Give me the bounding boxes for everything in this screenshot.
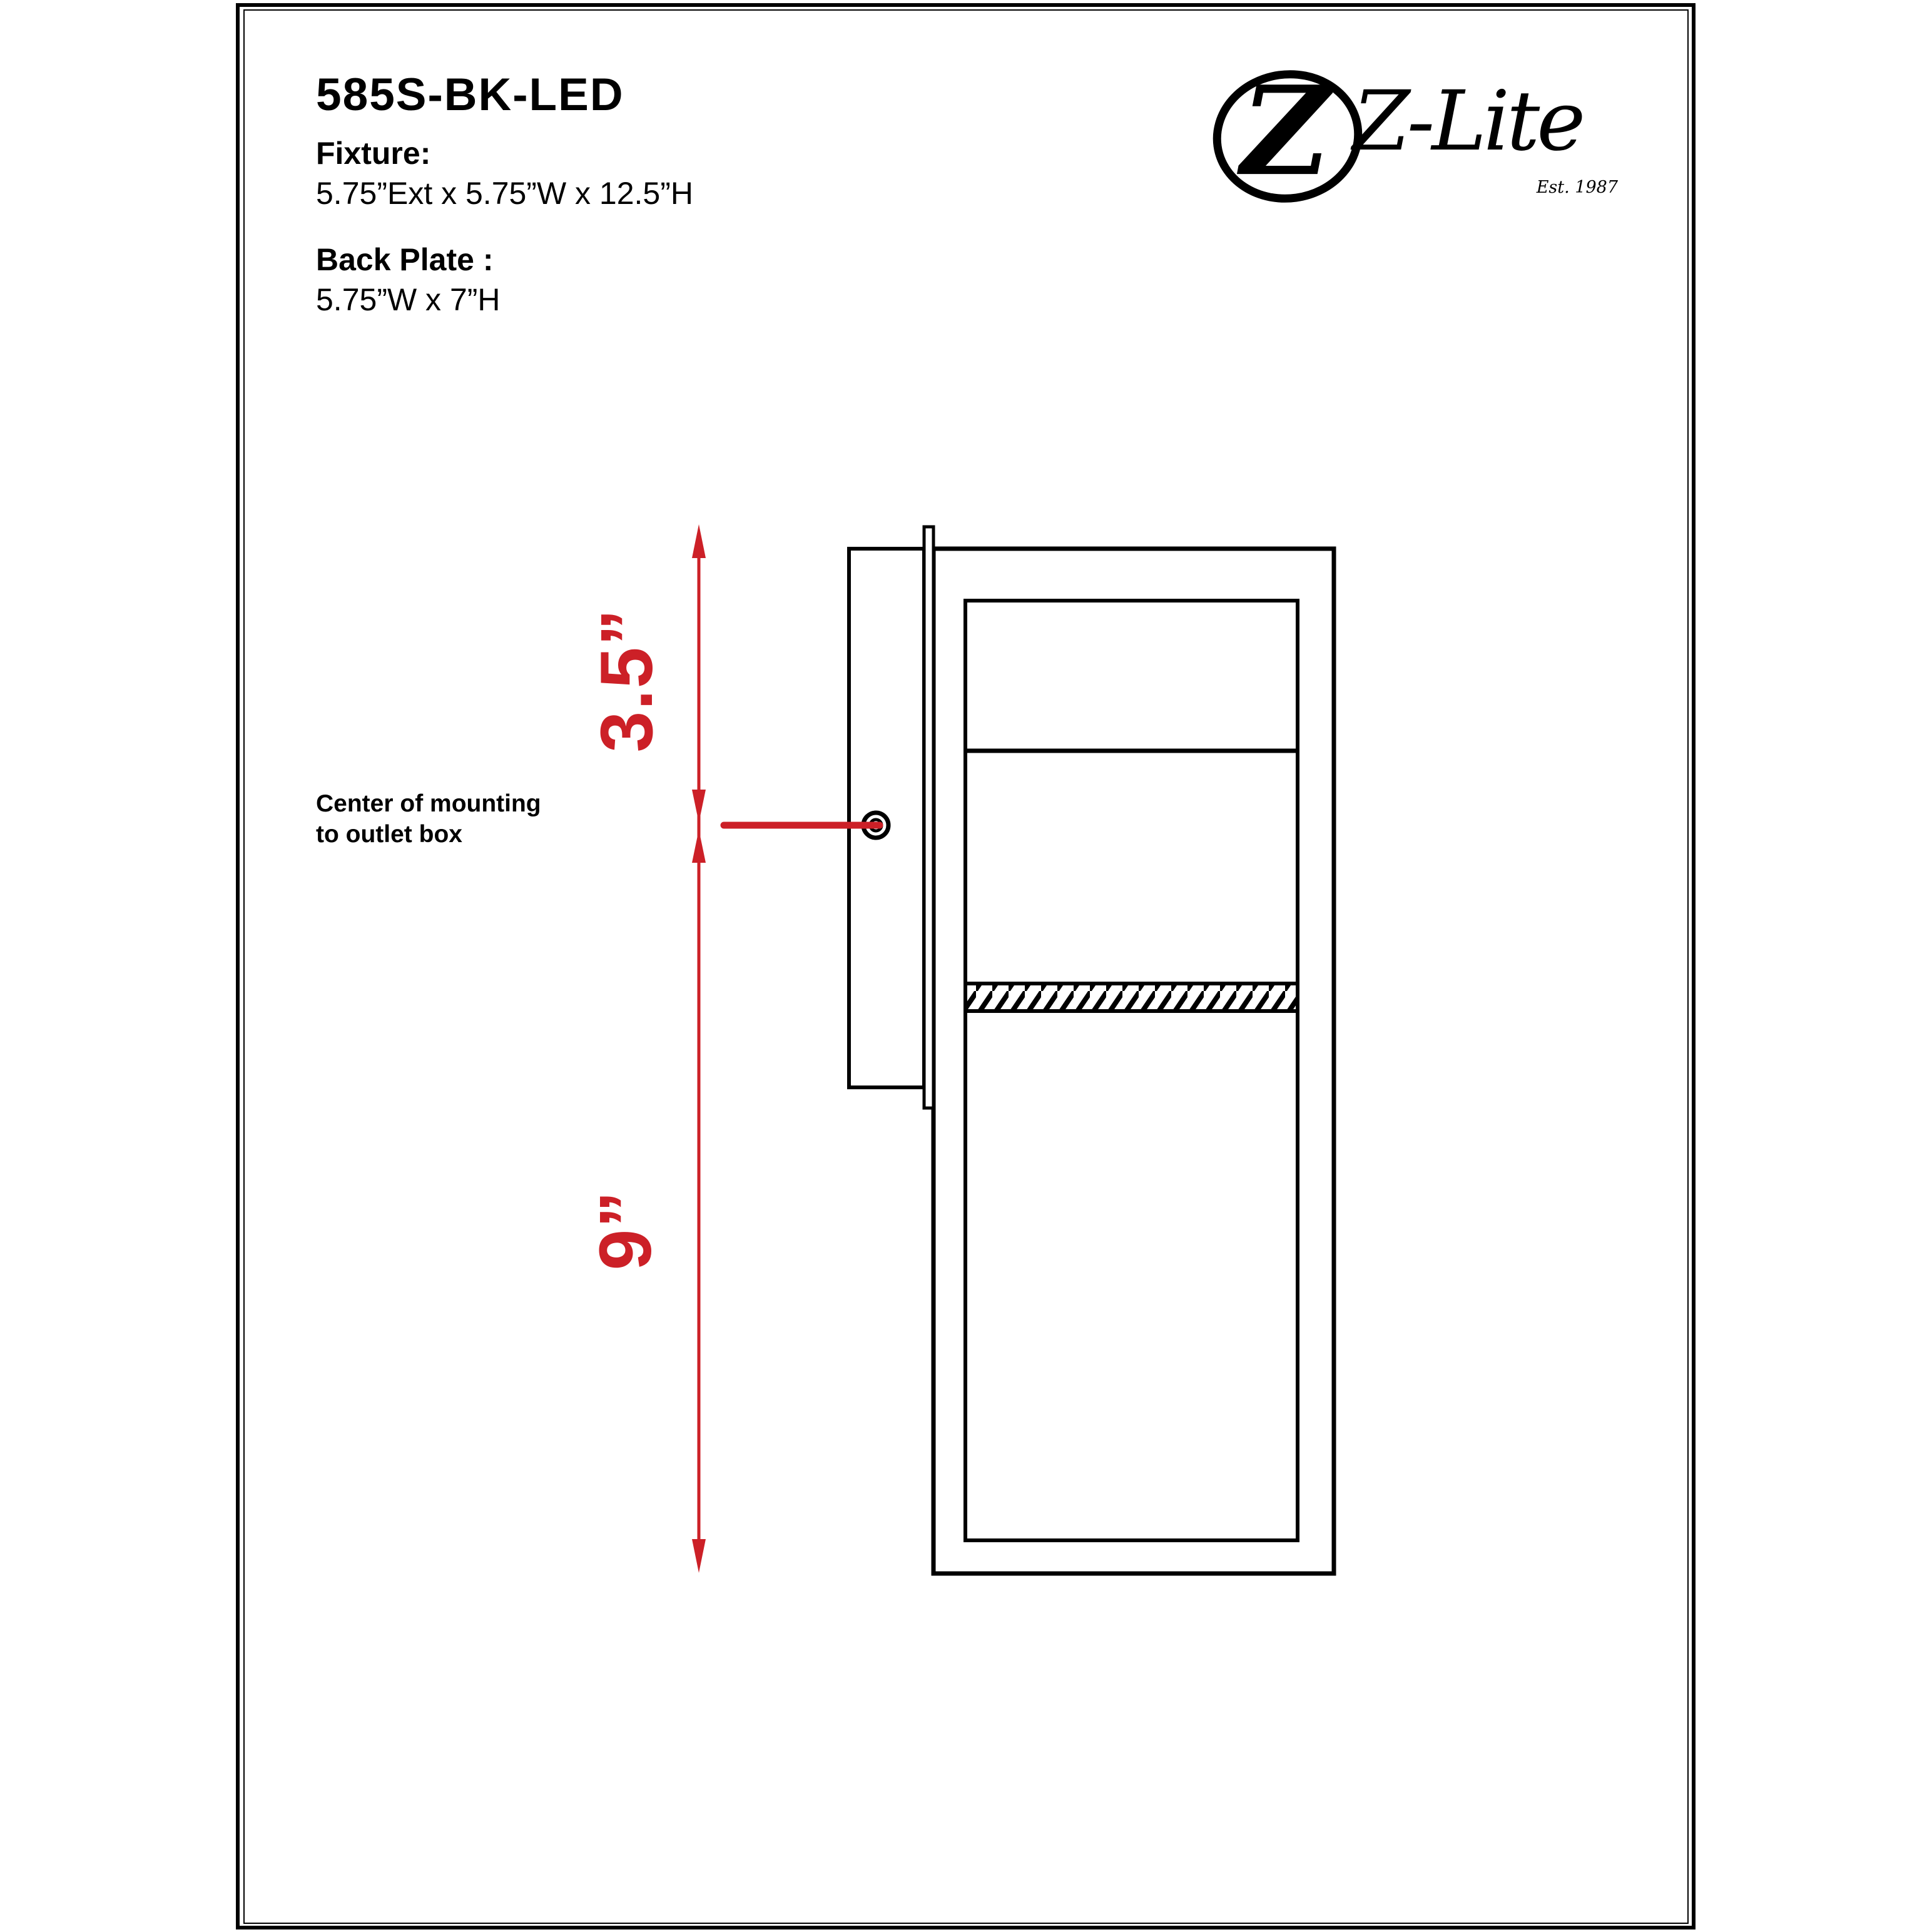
arrowhead-mid-down [692,790,706,823]
arrowhead-bottom [692,1539,706,1573]
mounting-note-line2: to outlet box [316,821,462,848]
brand-wordmark: Z-Lite [1353,73,1583,170]
fixture-label: Fixture: [316,136,431,171]
arrowhead-top [692,524,706,558]
hatched-led-band [965,984,1298,1011]
arrowhead-mid-up [692,830,706,863]
body-outline [933,549,1334,1574]
dimension-label-9: 9” [584,1189,667,1271]
dimension-label-3-5: 3.5” [586,608,668,753]
mounting-note-line1: Center of mounting [316,790,541,817]
logo-ellipse [1209,59,1366,208]
brand-monogram-z: Z [1241,59,1331,204]
backplate-dimensions: 5.75”W x 7”H [316,282,501,317]
mounting-note [316,788,541,850]
mounting-tab [924,527,933,1108]
backplate-label: Back Plate : [316,242,494,277]
fixture-dimensions: 5.75”Ext x 5.75”W x 12.5”H [316,176,694,211]
model-number: 585S-BK-LED [316,69,624,120]
brand-established-text: Est. 1987 [1536,178,1618,197]
glass-panel-outline [965,601,1298,1540]
